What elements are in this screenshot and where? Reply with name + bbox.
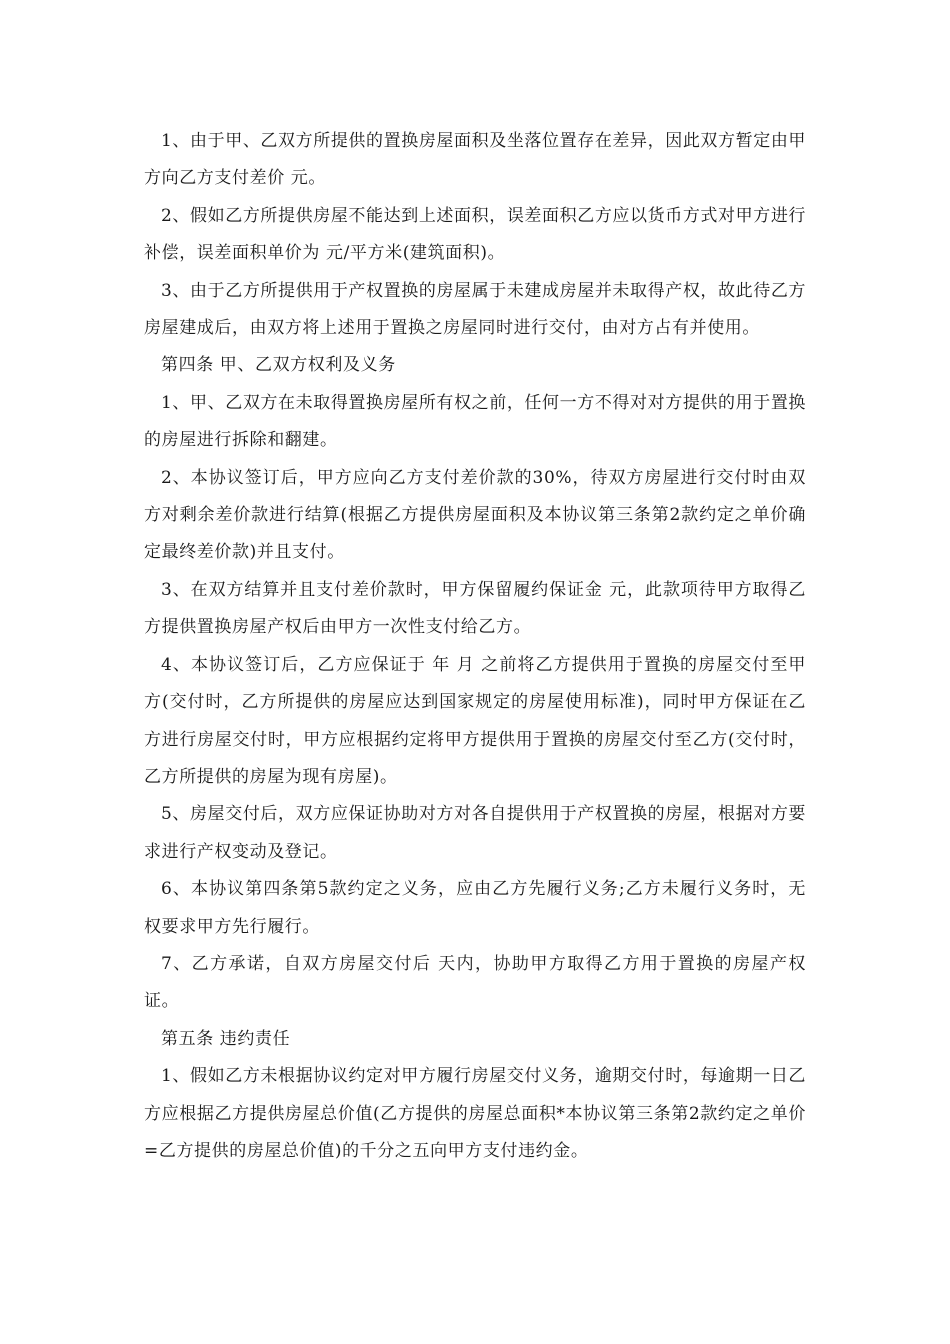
- paragraph-4-2: 2、本协议签订后，甲方应向乙方支付差价款的30%，待双方房屋进行交付时由双方对剩余差价款进行结算(根据乙方提供房屋面积及本协议第三条第2款约定之单价确定最终差价款)并且支付。: [144, 467, 806, 563]
- paragraph-4-4: 4、本协议签订后，乙方应保证于 年 月 之前将乙方提供用于置换的房屋交付至甲方(交付时，乙方所提供的房屋应达到国家规定的房屋使用标准)，同时甲方保证在乙方进行房屋交付时，甲方应根据约定将甲方提供用于置换的房屋交付至乙方(交付时，乙方所提供的房屋为现有房屋)。: [144, 654, 806, 787]
- paragraph-4-1: 1、甲、乙双方在未取得置换房屋所有权之前，任何一方不得对对方提供的用于置换的房屋进行拆除和翻建。: [144, 392, 807, 451]
- paragraph-3-3: 3、由于乙方所提供用于产权置换的房屋属于未建成房屋并未取得产权，故此待乙方房屋建成后，由双方将上述用于置换之房屋同时进行交付，由对方占有并使用。: [144, 280, 807, 339]
- paragraph-4-3: 3、在双方结算并且支付差价款时，甲方保留履约保证金 元，此款项待甲方取得乙方提供置换房屋产权后由甲方一次性支付给乙方。: [144, 579, 806, 638]
- section-heading-article-5: 第五条 违约责任: [161, 1028, 291, 1049]
- paragraph-4-6: 6、本协议第四条第5款约定之义务，应由乙方先履行义务;乙方未履行义务时，无权要求甲方先行履行。: [144, 879, 806, 937]
- paragraph-3-2: 2、假如乙方所提供房屋不能达到上述面积，误差面积乙方应以货币方式对甲方进行补偿，误差面积单价为 元/平方米(建筑面积)。: [144, 205, 807, 264]
- paragraph-4-7: 7、乙方承诺，自双方房屋交付后 天内，协助甲方取得乙方用于置换的房屋产权证。: [144, 953, 806, 1012]
- section-heading-article-4: 第四条 甲、乙双方权利及义务: [161, 355, 396, 376]
- paragraph-3-1: 1、由于甲、乙双方所提供的置换房屋面积及坐落位置存在差异，因此双方暂定由甲方向乙方支付差价 元。: [144, 131, 807, 189]
- document-body: [144, 123, 806, 1170]
- paragraph-4-5: 5、房屋交付后，双方应保证协助对方对各自提供用于产权置换的房屋，根据对方要求进行产权变动及登记。: [144, 804, 807, 862]
- paragraph-5-1: 1、假如乙方未根据协议约定对甲方履行房屋交付义务，逾期交付时，每逾期一日乙方应根据乙方提供房屋总价值(乙方提供的房屋总面积*本协议第三条第2款约定之单价=乙方提供的房屋总价值)的千分之五向甲方支付违约金。: [144, 1066, 807, 1161]
